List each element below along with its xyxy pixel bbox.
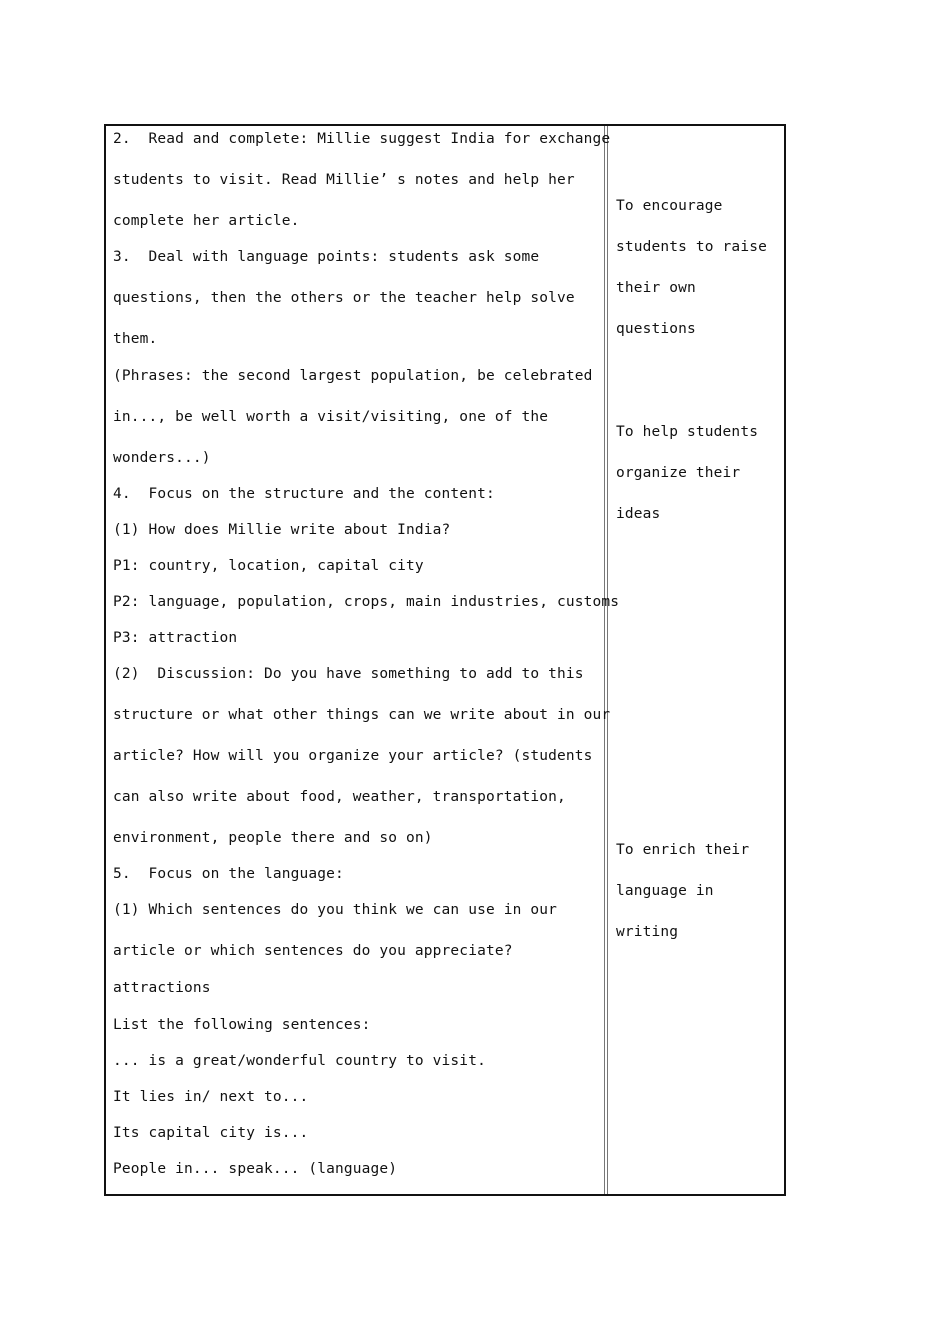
procedure-line: P1: country, location, capital city [113,558,424,574]
procedure-line: questions, then the others or the teacher help solve [113,290,575,306]
procedure-line: them. [113,331,158,347]
procedure-line: wonders...) [113,450,211,466]
procedure-line: P2: language, population, crops, main industries, customs [113,594,620,610]
procedure-line: article? How will you organize your article? (students [113,748,593,764]
procedure-line: in..., be well worth a visit/visiting, one of the [113,409,549,425]
procedure-line: Its capital city is... [113,1125,309,1141]
procedure-line: List the following sentences: [113,1017,371,1033]
procedure-line: structure or what other things can we write about in our [113,707,611,723]
procedure-line: (1) Which sentences do you think we can use in our [113,902,557,918]
procedure-line: 3. Deal with language points: students ask some [113,249,540,265]
column-divider [604,126,605,1194]
procedure-line: P3: attraction [113,630,238,646]
purpose-line: organize their [616,465,741,481]
procedure-line: environment, people there and so on) [113,830,433,846]
procedure-line: 2. Read and complete: Millie suggest India for exchange [113,131,611,147]
procedure-line: article or which sentences do you appreciate? [113,943,513,959]
procedure-line: (1) How does Millie write about India? [113,522,451,538]
column-divider [607,126,608,1194]
procedure-line: It lies in/ next to... [113,1089,309,1105]
procedure-line: ... is a great/wonderful country to visit. [113,1053,486,1069]
procedure-line: can also write about food, weather, transportation, [113,789,566,805]
procedure-line: (Phrases: the second largest population, be celebrated [113,368,593,384]
procedure-line: 4. Focus on the structure and the content: [113,486,495,502]
purpose-line: students to raise [616,239,767,255]
purpose-line: questions [616,321,696,337]
purpose-line: their own [616,280,696,296]
purpose-line: To help students [616,424,759,440]
purpose-line: To encourage [616,198,723,214]
procedure-line: 5. Focus on the language: [113,866,344,882]
purpose-line: To enrich their [616,842,750,858]
procedure-line: students to visit. Read Millie’ s notes and help her [113,172,575,188]
procedure-line: complete her article. [113,213,300,229]
procedure-line: (2) Discussion: Do you have something to add to this [113,666,584,682]
purpose-line: language in [616,883,714,899]
procedure-line: People in... speak... (language) [113,1161,398,1177]
procedure-line: attractions [113,980,211,996]
purpose-line: writing [616,924,679,940]
purpose-line: ideas [616,506,661,522]
